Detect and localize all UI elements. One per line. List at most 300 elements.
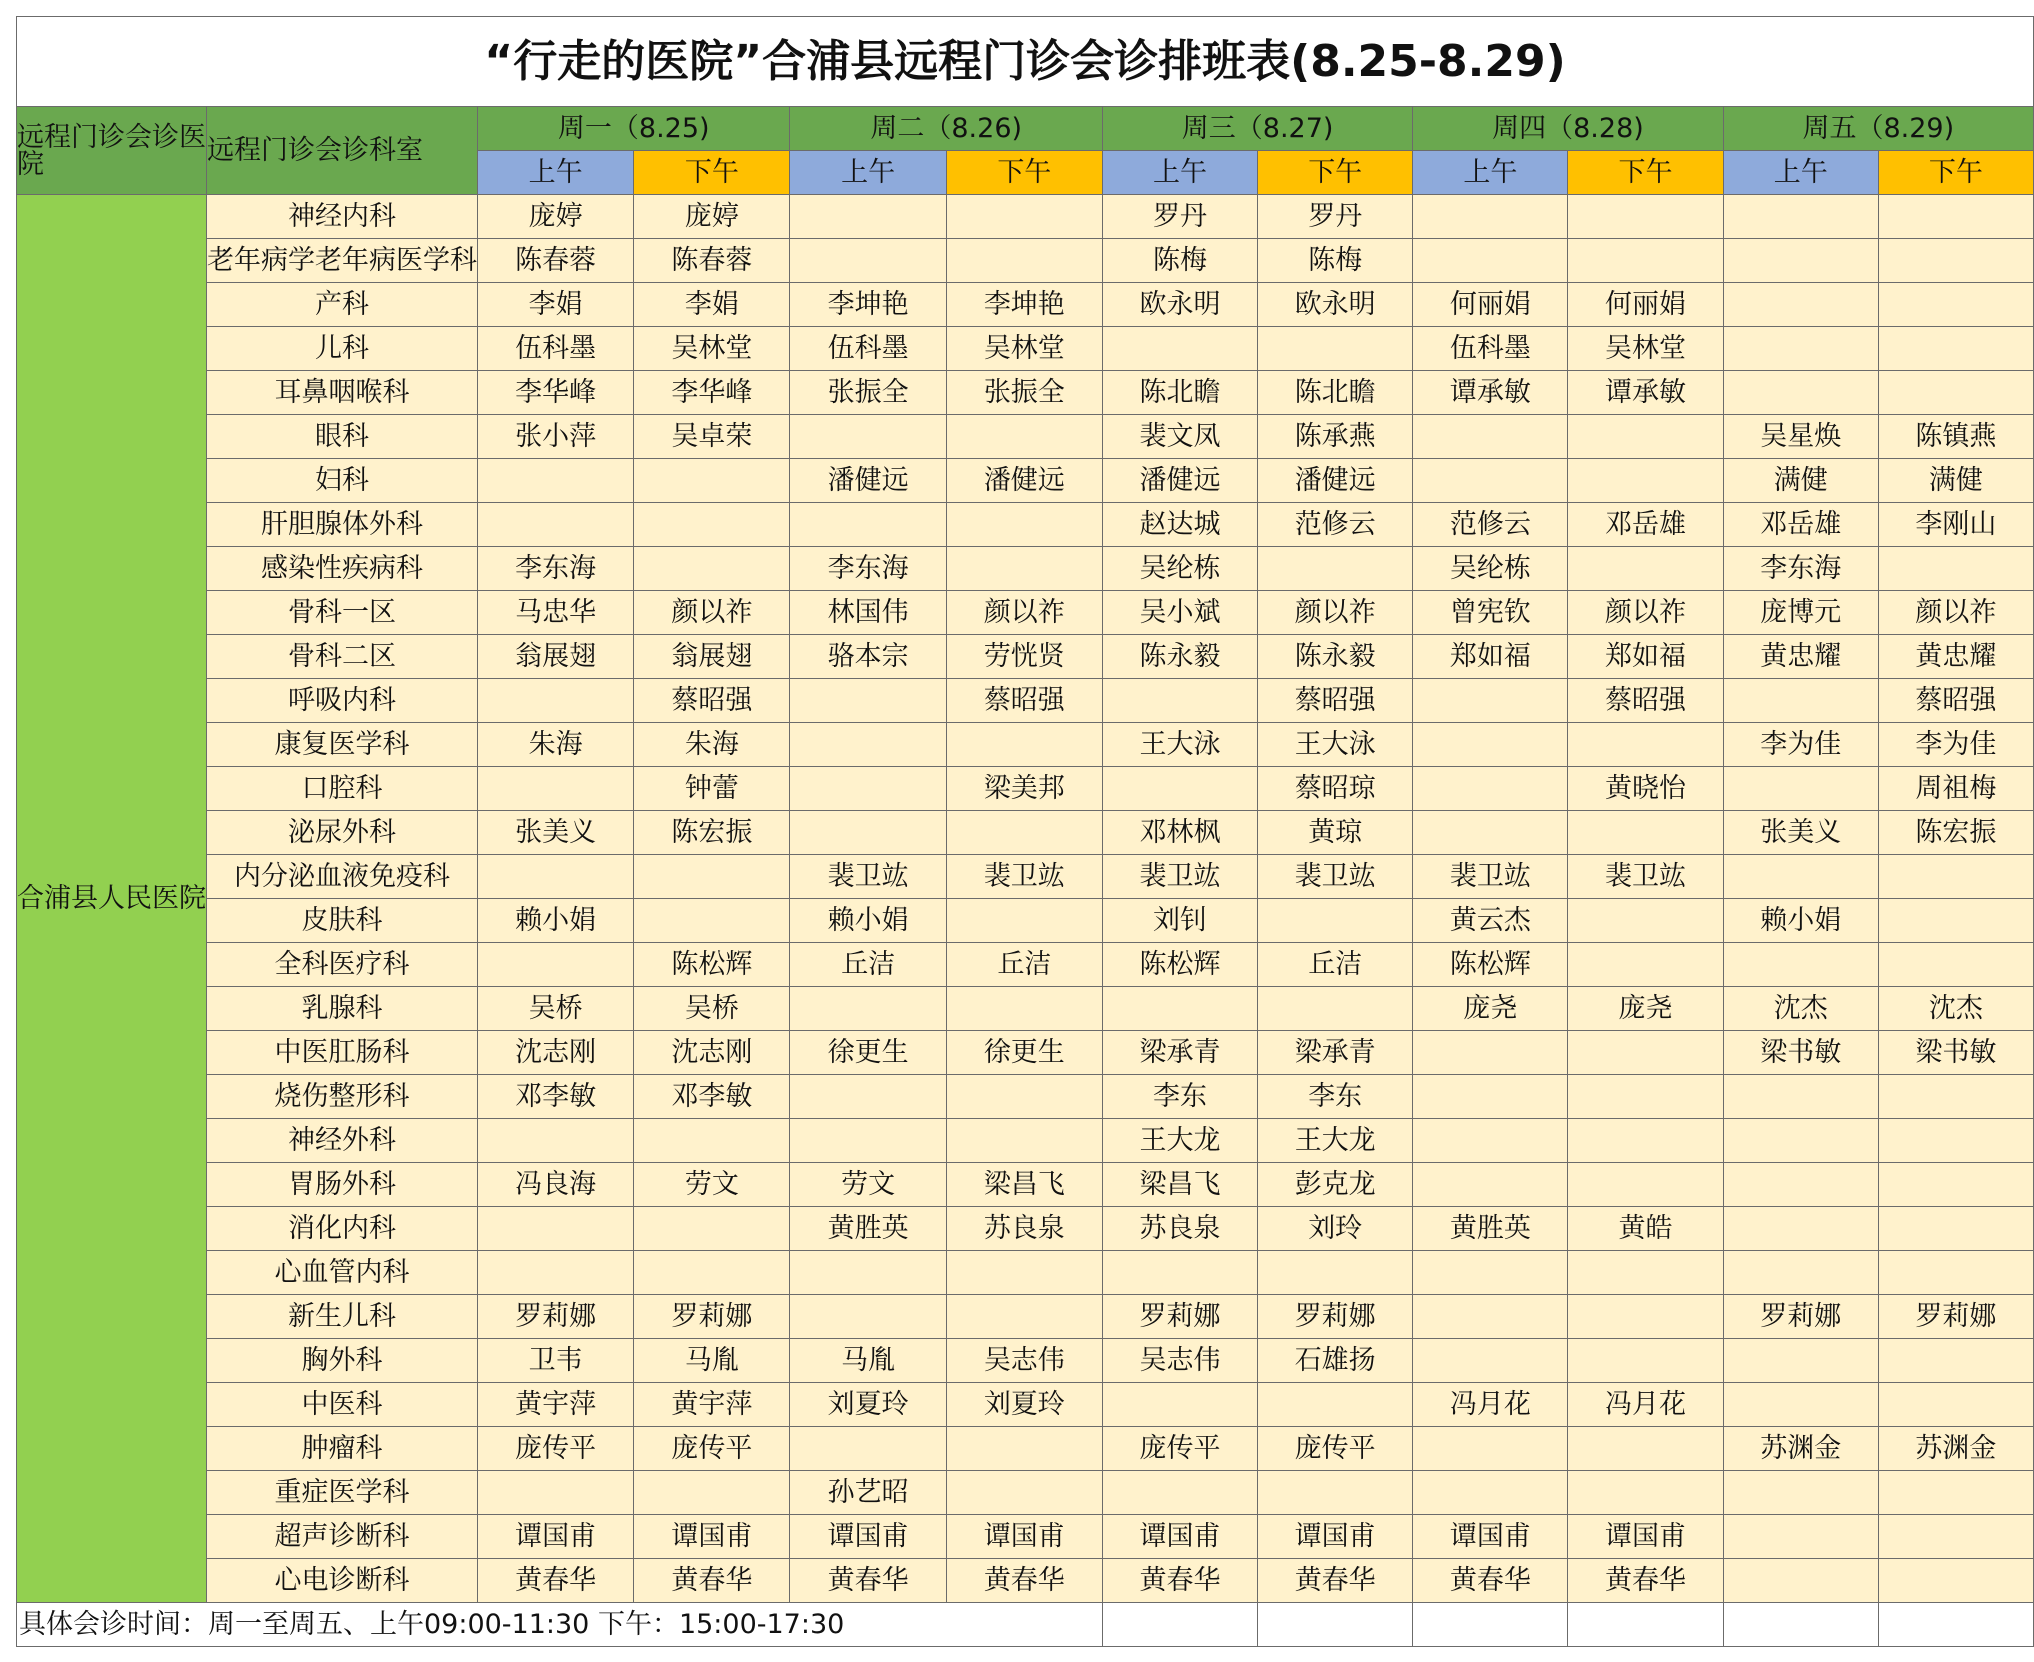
schedule-cell[interactable] — [634, 547, 790, 591]
schedule-cell[interactable]: 吴桥 — [634, 987, 790, 1031]
schedule-cell[interactable]: 陈宏振 — [634, 811, 790, 855]
schedule-cell[interactable] — [1102, 1251, 1257, 1295]
schedule-cell[interactable] — [790, 503, 946, 547]
schedule-cell[interactable] — [1878, 855, 2033, 899]
schedule-cell[interactable]: 黄春华 — [634, 1559, 790, 1603]
schedule-cell[interactable]: 钟蕾 — [634, 767, 790, 811]
schedule-cell[interactable]: 陈松辉 — [1413, 943, 1568, 987]
schedule-cell[interactable]: 张振全 — [790, 371, 946, 415]
schedule-cell[interactable] — [1568, 1471, 1723, 1515]
schedule-cell[interactable]: 陈宏振 — [1878, 811, 2033, 855]
schedule-cell[interactable]: 李东海 — [478, 547, 634, 591]
schedule-cell[interactable]: 陈春蓉 — [634, 239, 790, 283]
schedule-cell[interactable]: 陈春蓉 — [478, 239, 634, 283]
schedule-cell[interactable] — [1258, 987, 1413, 1031]
schedule-cell[interactable]: 伍科墨 — [478, 327, 634, 371]
schedule-cell[interactable]: 沈志刚 — [478, 1031, 634, 1075]
schedule-cell[interactable] — [1568, 1163, 1723, 1207]
schedule-cell[interactable]: 劳文 — [790, 1163, 946, 1207]
schedule-cell[interactable]: 罗莉娜 — [1258, 1295, 1413, 1339]
schedule-cell[interactable]: 翁展翅 — [634, 635, 790, 679]
schedule-cell[interactable]: 范修云 — [1258, 503, 1413, 547]
schedule-cell[interactable] — [1568, 1427, 1723, 1471]
schedule-cell[interactable]: 蔡昭强 — [946, 679, 1102, 723]
schedule-cell[interactable]: 何丽娟 — [1413, 283, 1568, 327]
schedule-cell[interactable]: 苏渊金 — [1878, 1427, 2033, 1471]
schedule-cell[interactable] — [478, 943, 634, 987]
schedule-cell[interactable]: 罗莉娜 — [1723, 1295, 1878, 1339]
schedule-cell[interactable]: 林国伟 — [790, 591, 946, 635]
schedule-cell[interactable]: 颜以祚 — [1258, 591, 1413, 635]
schedule-cell[interactable] — [478, 459, 634, 503]
schedule-cell[interactable]: 曾宪钦 — [1413, 591, 1568, 635]
schedule-cell[interactable]: 陈梅 — [1102, 239, 1257, 283]
schedule-cell[interactable]: 丘洁 — [1258, 943, 1413, 987]
schedule-cell[interactable]: 谭承敏 — [1413, 371, 1568, 415]
schedule-cell[interactable]: 吴星焕 — [1723, 415, 1878, 459]
schedule-cell[interactable]: 欧永明 — [1102, 283, 1257, 327]
schedule-cell[interactable]: 罗莉娜 — [478, 1295, 634, 1339]
schedule-cell[interactable] — [790, 679, 946, 723]
schedule-cell[interactable]: 沈志刚 — [634, 1031, 790, 1075]
schedule-cell[interactable]: 黄春华 — [946, 1559, 1102, 1603]
schedule-cell[interactable]: 邓林枫 — [1102, 811, 1257, 855]
schedule-cell[interactable]: 李东海 — [790, 547, 946, 591]
schedule-cell[interactable]: 潘健远 — [1258, 459, 1413, 503]
schedule-cell[interactable] — [478, 855, 634, 899]
schedule-cell[interactable]: 谭国甫 — [946, 1515, 1102, 1559]
schedule-cell[interactable] — [634, 899, 790, 943]
schedule-cell[interactable]: 谭国甫 — [1102, 1515, 1257, 1559]
schedule-cell[interactable] — [1878, 371, 2033, 415]
schedule-cell[interactable]: 裴卫竑 — [946, 855, 1102, 899]
schedule-cell[interactable]: 吴志伟 — [1102, 1339, 1257, 1383]
schedule-cell[interactable] — [1568, 459, 1723, 503]
schedule-cell[interactable]: 陈承燕 — [1258, 415, 1413, 459]
schedule-cell[interactable]: 吴卓荣 — [634, 415, 790, 459]
schedule-cell[interactable]: 李东 — [1102, 1075, 1257, 1119]
schedule-cell[interactable] — [1413, 1251, 1568, 1295]
schedule-cell[interactable]: 李坤艳 — [946, 283, 1102, 327]
schedule-cell[interactable]: 翁展翅 — [478, 635, 634, 679]
schedule-cell[interactable]: 赖小娟 — [1723, 899, 1878, 943]
schedule-cell[interactable]: 黄胜英 — [1413, 1207, 1568, 1251]
schedule-cell[interactable] — [478, 1207, 634, 1251]
schedule-cell[interactable]: 郑如福 — [1413, 635, 1568, 679]
schedule-cell[interactable] — [946, 239, 1102, 283]
schedule-cell[interactable]: 庞传平 — [634, 1427, 790, 1471]
schedule-cell[interactable] — [946, 1471, 1102, 1515]
schedule-cell[interactable] — [1723, 767, 1878, 811]
schedule-cell[interactable]: 满健 — [1723, 459, 1878, 503]
schedule-cell[interactable] — [1878, 1383, 2033, 1427]
schedule-cell[interactable]: 陈松辉 — [1102, 943, 1257, 987]
schedule-cell[interactable]: 邓岳雄 — [1568, 503, 1723, 547]
schedule-cell[interactable]: 张振全 — [946, 371, 1102, 415]
schedule-cell[interactable]: 潘健远 — [946, 459, 1102, 503]
schedule-cell[interactable] — [1723, 1515, 1878, 1559]
schedule-cell[interactable] — [1102, 679, 1257, 723]
schedule-cell[interactable]: 李刚山 — [1878, 503, 2033, 547]
schedule-cell[interactable] — [1568, 547, 1723, 591]
schedule-cell[interactable] — [946, 1075, 1102, 1119]
schedule-cell[interactable]: 黄春华 — [790, 1559, 946, 1603]
schedule-cell[interactable]: 沈杰 — [1878, 987, 2033, 1031]
schedule-cell[interactable]: 谭国甫 — [634, 1515, 790, 1559]
schedule-cell[interactable]: 王大龙 — [1258, 1119, 1413, 1163]
schedule-cell[interactable] — [1568, 811, 1723, 855]
schedule-cell[interactable] — [946, 1119, 1102, 1163]
schedule-cell[interactable]: 张美义 — [478, 811, 634, 855]
schedule-cell[interactable] — [790, 1119, 946, 1163]
schedule-cell[interactable] — [946, 1427, 1102, 1471]
schedule-cell[interactable] — [478, 679, 634, 723]
schedule-cell[interactable] — [946, 415, 1102, 459]
schedule-cell[interactable]: 李东 — [1258, 1075, 1413, 1119]
schedule-cell[interactable]: 罗莉娜 — [634, 1295, 790, 1339]
schedule-cell[interactable] — [1413, 1339, 1568, 1383]
schedule-cell[interactable]: 彭克龙 — [1258, 1163, 1413, 1207]
schedule-cell[interactable] — [790, 195, 946, 239]
schedule-cell[interactable]: 苏良泉 — [1102, 1207, 1257, 1251]
schedule-cell[interactable] — [1413, 415, 1568, 459]
schedule-cell[interactable] — [1413, 1427, 1568, 1471]
schedule-cell[interactable]: 黄忠耀 — [1878, 635, 2033, 679]
schedule-cell[interactable] — [1878, 1119, 2033, 1163]
schedule-cell[interactable]: 梁昌飞 — [1102, 1163, 1257, 1207]
schedule-cell[interactable] — [1413, 679, 1568, 723]
schedule-cell[interactable] — [1878, 1251, 2033, 1295]
schedule-cell[interactable]: 骆本宗 — [790, 635, 946, 679]
schedule-cell[interactable]: 庞传平 — [478, 1427, 634, 1471]
schedule-cell[interactable]: 潘健远 — [790, 459, 946, 503]
schedule-cell[interactable]: 裴卫竑 — [1258, 855, 1413, 899]
schedule-cell[interactable] — [790, 1075, 946, 1119]
schedule-cell[interactable] — [1723, 327, 1878, 371]
schedule-cell[interactable] — [634, 459, 790, 503]
schedule-cell[interactable] — [1723, 855, 1878, 899]
schedule-cell[interactable] — [1413, 1295, 1568, 1339]
schedule-cell[interactable]: 马忠华 — [478, 591, 634, 635]
schedule-cell[interactable]: 劳恍贤 — [946, 635, 1102, 679]
schedule-cell[interactable] — [946, 987, 1102, 1031]
schedule-cell[interactable] — [1723, 1471, 1878, 1515]
schedule-cell[interactable] — [1878, 943, 2033, 987]
schedule-cell[interactable]: 郑如福 — [1568, 635, 1723, 679]
schedule-cell[interactable] — [1878, 1163, 2033, 1207]
schedule-cell[interactable] — [1413, 195, 1568, 239]
schedule-cell[interactable] — [1723, 1251, 1878, 1295]
schedule-cell[interactable] — [1723, 1383, 1878, 1427]
schedule-cell[interactable] — [1413, 1031, 1568, 1075]
schedule-cell[interactable]: 庞尧 — [1413, 987, 1568, 1031]
schedule-cell[interactable] — [1102, 327, 1257, 371]
schedule-cell[interactable]: 蔡昭强 — [1568, 679, 1723, 723]
schedule-cell[interactable] — [1413, 811, 1568, 855]
schedule-cell[interactable] — [1102, 1383, 1257, 1427]
schedule-cell[interactable]: 伍科墨 — [790, 327, 946, 371]
schedule-cell[interactable]: 黄忠耀 — [1723, 635, 1878, 679]
schedule-cell[interactable] — [478, 1251, 634, 1295]
schedule-cell[interactable] — [1258, 1251, 1413, 1295]
schedule-cell[interactable]: 潘健远 — [1102, 459, 1257, 503]
schedule-cell[interactable] — [1413, 1075, 1568, 1119]
schedule-cell[interactable] — [1723, 283, 1878, 327]
schedule-cell[interactable]: 裴卫竑 — [1413, 855, 1568, 899]
schedule-cell[interactable]: 谭承敏 — [1568, 371, 1723, 415]
schedule-cell[interactable] — [790, 1251, 946, 1295]
schedule-cell[interactable]: 谭国甫 — [1413, 1515, 1568, 1559]
schedule-cell[interactable] — [1568, 943, 1723, 987]
schedule-cell[interactable]: 梁书敏 — [1723, 1031, 1878, 1075]
schedule-cell[interactable] — [634, 1471, 790, 1515]
schedule-cell[interactable] — [1102, 767, 1257, 811]
schedule-cell[interactable]: 梁承青 — [1258, 1031, 1413, 1075]
schedule-cell[interactable]: 陈北瞻 — [1258, 371, 1413, 415]
schedule-cell[interactable]: 陈松辉 — [634, 943, 790, 987]
schedule-cell[interactable]: 陈永毅 — [1258, 635, 1413, 679]
schedule-cell[interactable]: 罗莉娜 — [1878, 1295, 2033, 1339]
schedule-cell[interactable]: 黄春华 — [1568, 1559, 1723, 1603]
schedule-cell[interactable]: 徐更生 — [946, 1031, 1102, 1075]
schedule-cell[interactable] — [1568, 723, 1723, 767]
schedule-cell[interactable]: 颜以祚 — [946, 591, 1102, 635]
schedule-cell[interactable]: 裴卫竑 — [1568, 855, 1723, 899]
schedule-cell[interactable]: 庞传平 — [1102, 1427, 1257, 1471]
schedule-cell[interactable]: 黄春华 — [1258, 1559, 1413, 1603]
schedule-cell[interactable]: 王大龙 — [1102, 1119, 1257, 1163]
schedule-cell[interactable] — [634, 1251, 790, 1295]
schedule-cell[interactable] — [1878, 547, 2033, 591]
schedule-cell[interactable] — [1102, 1471, 1257, 1515]
schedule-cell[interactable] — [790, 1427, 946, 1471]
schedule-cell[interactable] — [1413, 1119, 1568, 1163]
schedule-cell[interactable] — [1723, 371, 1878, 415]
schedule-cell[interactable]: 王大泳 — [1102, 723, 1257, 767]
schedule-cell[interactable]: 庞传平 — [1258, 1427, 1413, 1471]
schedule-cell[interactable]: 李华峰 — [478, 371, 634, 415]
schedule-cell[interactable] — [790, 723, 946, 767]
schedule-cell[interactable] — [1568, 1075, 1723, 1119]
schedule-cell[interactable] — [1258, 327, 1413, 371]
schedule-cell[interactable]: 黄胜英 — [790, 1207, 946, 1251]
schedule-cell[interactable]: 何丽娟 — [1568, 283, 1723, 327]
schedule-cell[interactable]: 丘洁 — [946, 943, 1102, 987]
schedule-cell[interactable]: 马胤 — [790, 1339, 946, 1383]
schedule-cell[interactable]: 范修云 — [1413, 503, 1568, 547]
schedule-cell[interactable]: 颜以祚 — [1878, 591, 2033, 635]
schedule-cell[interactable]: 颜以祚 — [1568, 591, 1723, 635]
schedule-cell[interactable] — [1568, 195, 1723, 239]
schedule-cell[interactable]: 李娟 — [634, 283, 790, 327]
schedule-cell[interactable]: 刘夏玲 — [790, 1383, 946, 1427]
schedule-cell[interactable] — [478, 767, 634, 811]
schedule-cell[interactable] — [790, 239, 946, 283]
schedule-cell[interactable]: 苏渊金 — [1723, 1427, 1878, 1471]
schedule-cell[interactable] — [946, 503, 1102, 547]
schedule-cell[interactable]: 黄春华 — [1102, 1559, 1257, 1603]
schedule-cell[interactable] — [946, 1295, 1102, 1339]
schedule-cell[interactable] — [1568, 1339, 1723, 1383]
schedule-cell[interactable]: 蔡昭强 — [1878, 679, 2033, 723]
schedule-cell[interactable] — [1723, 1163, 1878, 1207]
schedule-cell[interactable]: 张美义 — [1723, 811, 1878, 855]
schedule-cell[interactable]: 庞博元 — [1723, 591, 1878, 635]
schedule-cell[interactable]: 李为佳 — [1878, 723, 2033, 767]
schedule-cell[interactable]: 陈梅 — [1258, 239, 1413, 283]
schedule-cell[interactable] — [1878, 327, 2033, 371]
schedule-cell[interactable] — [1723, 239, 1878, 283]
schedule-cell[interactable]: 黄春华 — [478, 1559, 634, 1603]
schedule-cell[interactable] — [1413, 1471, 1568, 1515]
schedule-cell[interactable] — [634, 1207, 790, 1251]
schedule-cell[interactable]: 邓李敏 — [478, 1075, 634, 1119]
schedule-cell[interactable] — [1258, 1471, 1413, 1515]
schedule-cell[interactable] — [1413, 239, 1568, 283]
schedule-cell[interactable]: 蔡昭强 — [634, 679, 790, 723]
schedule-cell[interactable] — [1723, 1559, 1878, 1603]
schedule-cell[interactable]: 陈北瞻 — [1102, 371, 1257, 415]
schedule-cell[interactable] — [1723, 1339, 1878, 1383]
schedule-cell[interactable]: 满健 — [1878, 459, 2033, 503]
schedule-cell[interactable]: 赖小娟 — [478, 899, 634, 943]
schedule-cell[interactable] — [946, 195, 1102, 239]
schedule-cell[interactable]: 庞婷 — [478, 195, 634, 239]
schedule-cell[interactable] — [790, 415, 946, 459]
schedule-cell[interactable]: 邓李敏 — [634, 1075, 790, 1119]
schedule-cell[interactable]: 梁承青 — [1102, 1031, 1257, 1075]
schedule-cell[interactable] — [1258, 547, 1413, 591]
schedule-cell[interactable] — [1878, 1471, 2033, 1515]
schedule-cell[interactable]: 蔡昭强 — [1258, 679, 1413, 723]
schedule-cell[interactable] — [634, 503, 790, 547]
schedule-cell[interactable]: 庞尧 — [1568, 987, 1723, 1031]
schedule-cell[interactable] — [790, 1295, 946, 1339]
schedule-cell[interactable]: 沈杰 — [1723, 987, 1878, 1031]
schedule-cell[interactable]: 苏良泉 — [946, 1207, 1102, 1251]
schedule-cell[interactable]: 梁美邦 — [946, 767, 1102, 811]
schedule-cell[interactable]: 冯良海 — [478, 1163, 634, 1207]
schedule-cell[interactable]: 吴小斌 — [1102, 591, 1257, 635]
schedule-cell[interactable] — [790, 987, 946, 1031]
schedule-cell[interactable]: 黄晓怡 — [1568, 767, 1723, 811]
schedule-cell[interactable] — [790, 811, 946, 855]
schedule-cell[interactable]: 李华峰 — [634, 371, 790, 415]
schedule-cell[interactable]: 张小萍 — [478, 415, 634, 459]
schedule-cell[interactable] — [634, 1119, 790, 1163]
schedule-cell[interactable]: 黄春华 — [1413, 1559, 1568, 1603]
schedule-cell[interactable] — [1568, 1295, 1723, 1339]
schedule-cell[interactable] — [1568, 415, 1723, 459]
schedule-cell[interactable] — [1878, 239, 2033, 283]
schedule-cell[interactable]: 陈镇燕 — [1878, 415, 2033, 459]
schedule-cell[interactable]: 吴桥 — [478, 987, 634, 1031]
schedule-cell[interactable] — [946, 547, 1102, 591]
schedule-cell[interactable]: 陈永毅 — [1102, 635, 1257, 679]
schedule-cell[interactable]: 谭国甫 — [1568, 1515, 1723, 1559]
schedule-cell[interactable]: 刘钊 — [1102, 899, 1257, 943]
schedule-cell[interactable]: 朱海 — [478, 723, 634, 767]
schedule-cell[interactable]: 李为佳 — [1723, 723, 1878, 767]
schedule-cell[interactable] — [1723, 1119, 1878, 1163]
schedule-cell[interactable] — [946, 1251, 1102, 1295]
schedule-cell[interactable]: 蔡昭琼 — [1258, 767, 1413, 811]
schedule-cell[interactable] — [1878, 195, 2033, 239]
schedule-cell[interactable]: 罗丹 — [1258, 195, 1413, 239]
schedule-cell[interactable] — [946, 811, 1102, 855]
schedule-cell[interactable] — [1723, 943, 1878, 987]
schedule-cell[interactable] — [1878, 1559, 2033, 1603]
schedule-cell[interactable] — [1413, 767, 1568, 811]
schedule-cell[interactable]: 裴卫竑 — [1102, 855, 1257, 899]
schedule-cell[interactable]: 冯月花 — [1413, 1383, 1568, 1427]
schedule-cell[interactable] — [478, 503, 634, 547]
schedule-cell[interactable]: 劳文 — [634, 1163, 790, 1207]
schedule-cell[interactable]: 吴志伟 — [946, 1339, 1102, 1383]
schedule-cell[interactable]: 谭国甫 — [790, 1515, 946, 1559]
schedule-cell[interactable]: 石雄扬 — [1258, 1339, 1413, 1383]
schedule-cell[interactable]: 罗莉娜 — [1102, 1295, 1257, 1339]
schedule-cell[interactable]: 伍科墨 — [1413, 327, 1568, 371]
schedule-cell[interactable]: 王大泳 — [1258, 723, 1413, 767]
schedule-cell[interactable] — [1568, 1031, 1723, 1075]
schedule-cell[interactable] — [1723, 1075, 1878, 1119]
schedule-cell[interactable]: 吴林堂 — [946, 327, 1102, 371]
schedule-cell[interactable] — [1568, 1251, 1723, 1295]
schedule-cell[interactable] — [1878, 1515, 2033, 1559]
schedule-cell[interactable]: 刘夏玲 — [946, 1383, 1102, 1427]
schedule-cell[interactable] — [946, 723, 1102, 767]
schedule-cell[interactable]: 庞婷 — [634, 195, 790, 239]
schedule-cell[interactable]: 李娟 — [478, 283, 634, 327]
schedule-cell[interactable]: 马胤 — [634, 1339, 790, 1383]
schedule-cell[interactable]: 卫韦 — [478, 1339, 634, 1383]
schedule-cell[interactable]: 赖小娟 — [790, 899, 946, 943]
schedule-cell[interactable]: 欧永明 — [1258, 283, 1413, 327]
schedule-cell[interactable] — [1878, 1339, 2033, 1383]
schedule-cell[interactable]: 黄皓 — [1568, 1207, 1723, 1251]
schedule-cell[interactable] — [1723, 1207, 1878, 1251]
schedule-cell[interactable] — [1878, 283, 2033, 327]
schedule-cell[interactable] — [1568, 239, 1723, 283]
schedule-cell[interactable]: 吴林堂 — [634, 327, 790, 371]
schedule-cell[interactable] — [1258, 1383, 1413, 1427]
schedule-cell[interactable]: 梁昌飞 — [946, 1163, 1102, 1207]
schedule-cell[interactable] — [1258, 899, 1413, 943]
schedule-cell[interactable]: 裴卫竑 — [790, 855, 946, 899]
schedule-cell[interactable]: 谭国甫 — [1258, 1515, 1413, 1559]
schedule-cell[interactable]: 赵达城 — [1102, 503, 1257, 547]
schedule-cell[interactable]: 周祖梅 — [1878, 767, 2033, 811]
schedule-cell[interactable] — [1878, 899, 2033, 943]
schedule-cell[interactable] — [1413, 459, 1568, 503]
schedule-cell[interactable]: 罗丹 — [1102, 195, 1257, 239]
schedule-cell[interactable] — [634, 855, 790, 899]
schedule-cell[interactable]: 黄琼 — [1258, 811, 1413, 855]
schedule-cell[interactable] — [1413, 723, 1568, 767]
schedule-cell[interactable]: 冯月花 — [1568, 1383, 1723, 1427]
schedule-cell[interactable] — [1413, 1163, 1568, 1207]
schedule-cell[interactable] — [1723, 195, 1878, 239]
schedule-cell[interactable]: 梁书敏 — [1878, 1031, 2033, 1075]
schedule-cell[interactable]: 吴纶栋 — [1102, 547, 1257, 591]
schedule-cell[interactable] — [1723, 679, 1878, 723]
schedule-cell[interactable]: 黄宇萍 — [478, 1383, 634, 1427]
schedule-cell[interactable]: 颜以祚 — [634, 591, 790, 635]
schedule-cell[interactable] — [478, 1471, 634, 1515]
schedule-cell[interactable]: 吴纶栋 — [1413, 547, 1568, 591]
schedule-cell[interactable] — [1102, 987, 1257, 1031]
